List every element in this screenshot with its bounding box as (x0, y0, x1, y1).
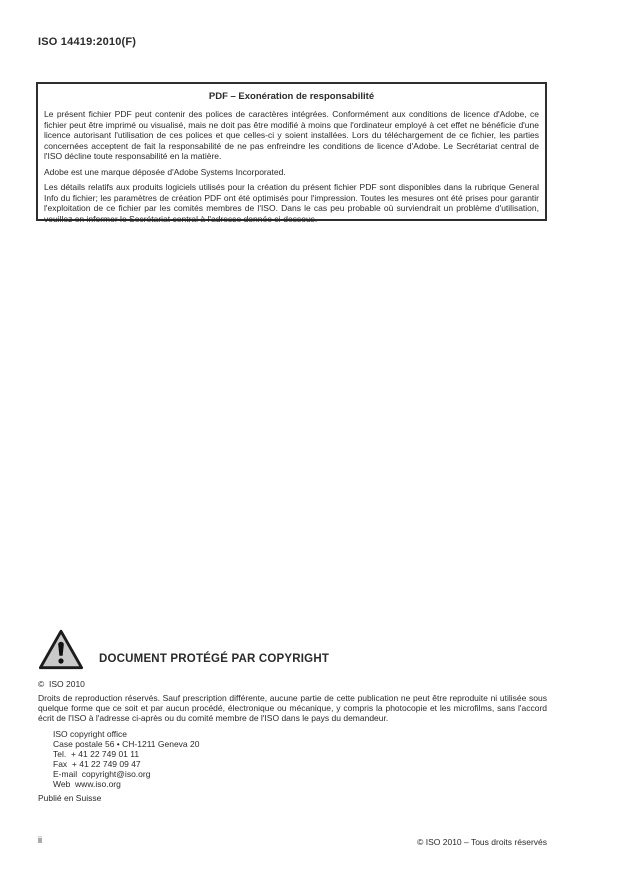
copyright-year-line: © ISO 2010 (38, 679, 85, 689)
copyright-section (38, 627, 547, 803)
published-in-line: Publié en Suisse (38, 793, 102, 803)
address-line-tel: Tel. + 41 22 749 01 11 (53, 749, 140, 759)
disclaimer-paragraph: Le présent fichier PDF peut contenir des polices de caractères intégrées. Conformément aux conditions de licence d'Adobe, ce fichier peut être imprimé ou visualisé, mais ne doit pas être modifié à moins que l'ordinateur employé à cet effet ne bénéficie d'une licence autorisant l'utilisation de ces polices et que celles-ci y soient installées. Lors du téléchargement de ce fichier, les parties concernées acceptent de fait la responsabilité de ne pas enfreindre les conditions de licence d'Adobe. Le Secrétariat central de l'ISO décline toute responsabilité en la matière. (44, 109, 539, 161)
copyright-warning-row (38, 627, 547, 672)
copyright-warning-title: DOCUMENT PROTÉGÉ PAR COPYRIGHT (99, 653, 330, 665)
disclaimer-title: PDF – Exonération de responsabilité (208, 91, 375, 102)
copyright-notice: Droits de reproduction réservés. Sauf prescription différente, aucune partie de cette publication ne peut être reproduite ni utilisée sous quelque forme que ce soit et par aucun procédé, électronique ou mécanique, y compris la photocopie et les microfilms, sans l'accord écrit de l'ISO à l'adresse ci-après ou du comité membre de l'ISO dans le pays du demandeur. (38, 693, 547, 723)
address-line-email: E-mail copyright@iso.org (53, 769, 151, 779)
address-line-web: Web www.iso.org (53, 779, 121, 789)
footer-copyright: © ISO 2010 – Tous droits réservés (417, 837, 547, 847)
address-line-fax: Fax + 41 22 749 09 47 (53, 759, 141, 769)
pdf-disclaimer-box (36, 82, 547, 224)
warning-triangle-icon (38, 627, 84, 672)
address-line-office: ISO copyright office (53, 729, 128, 739)
footer-page-number: ii (38, 835, 42, 845)
disclaimer-paragraph: Les détails relatifs aux produits logiciels utilisés pour la création du présent fichier PDF sont disponibles dans la rubrique General Info du fichier; les paramètres de création PDF ont été optimisés pour l'impression. Toutes les mesures ont été prises pour garantir l'exploitation de ce fichier par les comités membres de l'ISO. Dans le cas peu probable où surviendrait un problème d'utilisation, veuillez en informer le Secrétariat central à l'adresse donnée ci-dessous. (44, 182, 539, 224)
disclaimer-paragraph: Adobe est une marque déposée d'Adobe Systems Incorporated. (44, 166, 286, 177)
address-line-postal: Case postale 56 • CH-1211 Geneva 20 (53, 739, 200, 749)
document-reference: ISO 14419:2010(F) (38, 36, 137, 48)
iso-address-block (53, 729, 547, 789)
